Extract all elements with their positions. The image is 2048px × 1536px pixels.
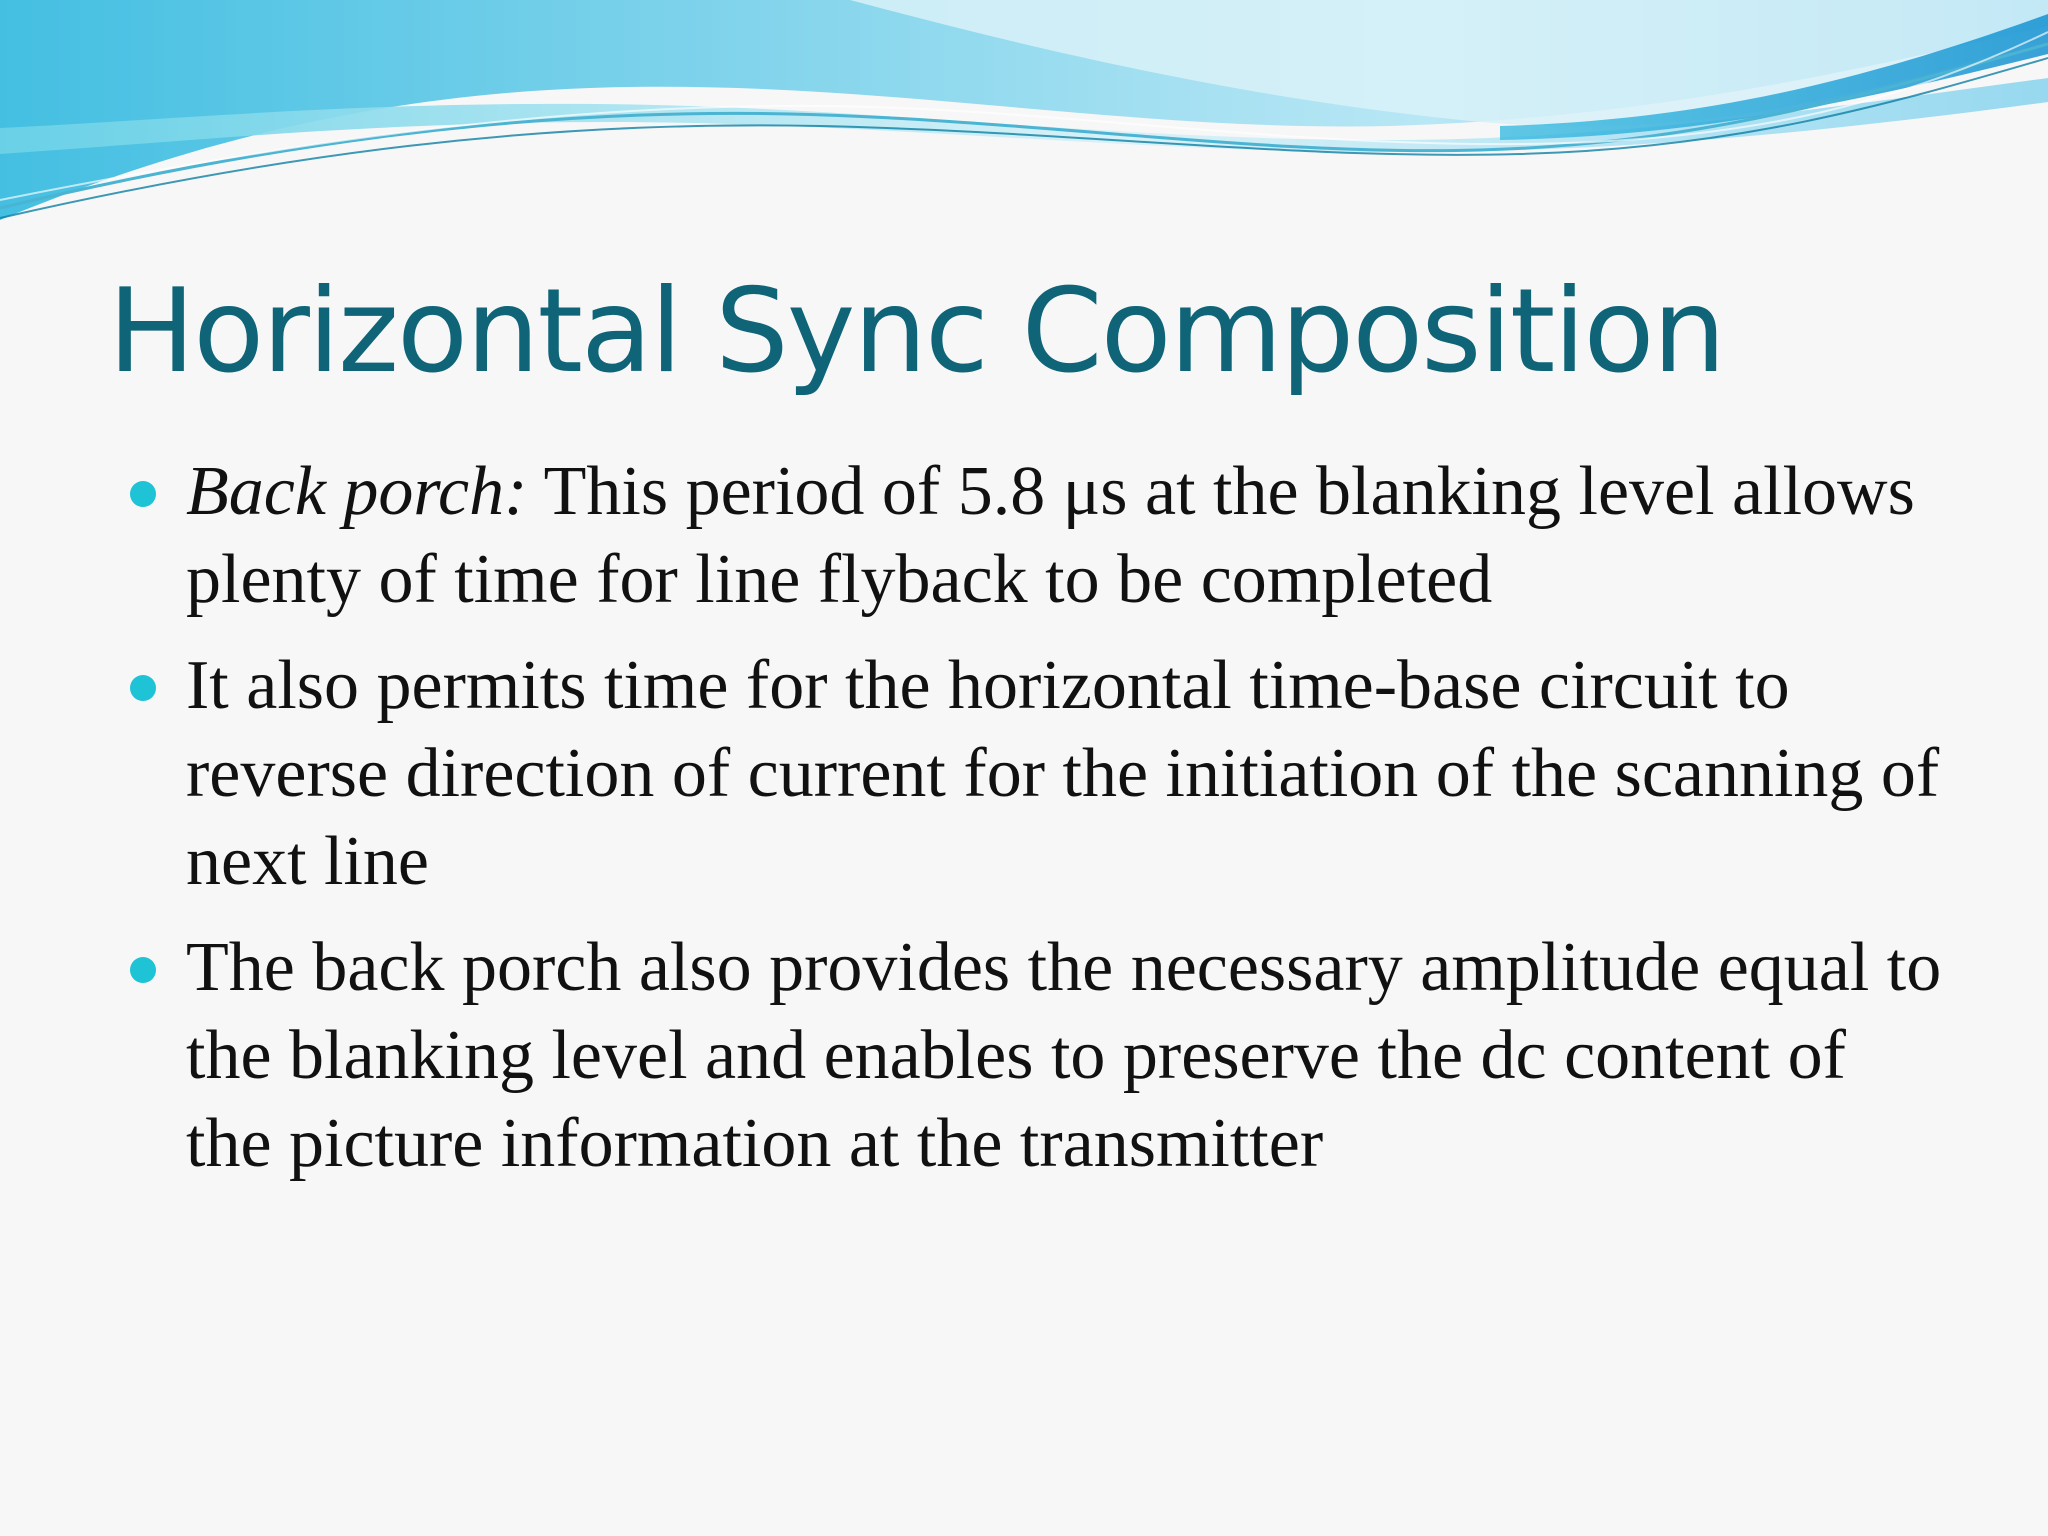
header-wave-decoration <box>0 0 2048 240</box>
bullet-body-text: This period of 5.8 μs at the blanking level allows plenty of time for line flyback to be completed <box>186 453 1915 618</box>
bullet-icon <box>130 957 156 983</box>
slide-title: Horizontal Sync Composition <box>108 264 1725 399</box>
bullet-body-text: The back porch also provides the necessary amplitude equal to the blanking level and enables to preserve the dc content of the picture information at the transmitter <box>186 929 1942 1182</box>
bullet-item-time-base <box>186 642 1946 906</box>
bullet-icon <box>130 481 156 507</box>
bullet-item-amplitude <box>186 924 1946 1188</box>
bullet-body-text: It also permits time for the horizontal time-base circuit to reverse direction of current for the initiation of the scanning of next line <box>186 647 1940 900</box>
bullet-lead-text: Back porch: <box>186 453 528 530</box>
bullet-list <box>186 448 1946 1206</box>
bullet-icon <box>130 675 156 701</box>
bullet-item-back-porch <box>186 448 1946 624</box>
